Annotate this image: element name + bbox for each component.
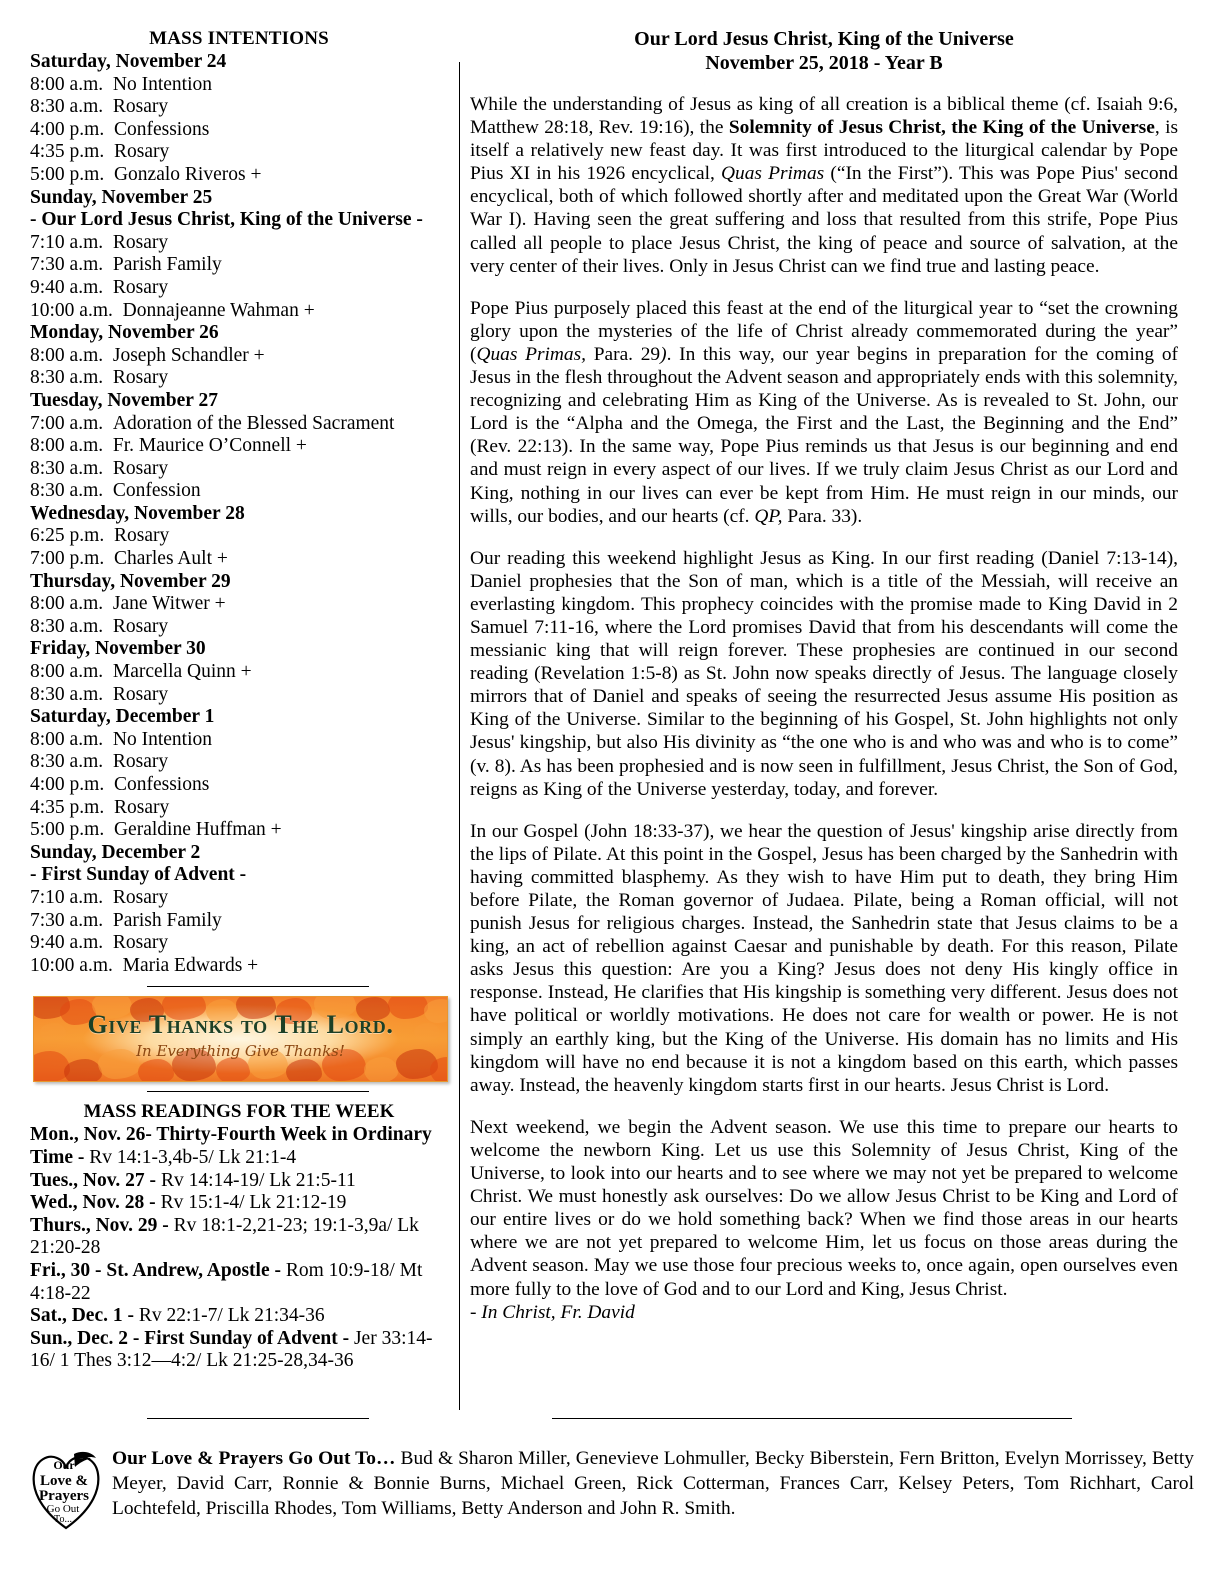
mass-reading-day: Wed., Nov. 28 - <box>30 1192 161 1214</box>
article-text-run: Next weekend, we begin the Advent season. We use this time to prepare our hearts to welcome the newborn King. Let us use this Solemnity of Jesus Christ, King of the Universe, to look into our hearts and to see where we may not yet be prepared to welcome Christ. We must honestly ask ourselves: Do we allow Jesus Christ to be King and Lord of our entire lives or do we hold something back? When we find those areas in our hearts where we are not yet prepared to welcome Him, let us focus on those areas during the Advent season. May we use those four precious weeks to, once again, open ourselves even more fully to the love of God and to our Lord and King, Jesus Christ. <box>470 1116 1178 1300</box>
mass-reading-line <box>30 1124 448 1169</box>
mass-intention-line <box>30 119 448 142</box>
mass-time: 7:00 p.m. <box>30 548 105 570</box>
mass-intention-detail: Rosary <box>112 231 169 253</box>
footer-rule-left <box>147 1418 369 1419</box>
mass-intention-line <box>30 661 448 684</box>
mass-day-heading: Tuesday, November 27 <box>30 389 218 411</box>
svg-text:Go Out: Go Out <box>46 1503 80 1515</box>
mass-line-gap <box>103 367 113 388</box>
mass-intention-detail: Parish Family <box>112 254 222 276</box>
article-paragraph <box>470 547 1178 801</box>
mass-day-heading: Wednesday, November 28 <box>30 502 245 524</box>
mass-intention-detail: Rosary <box>112 457 169 479</box>
mass-intention-line <box>30 232 448 255</box>
mass-reading-refs: Rv 22:1-7/ Lk 21:34-36 <box>138 1305 325 1327</box>
mass-intentions-schedule <box>30 51 448 977</box>
mass-time: 8:00 a.m. <box>30 661 104 683</box>
mass-intention-detail: No Intention <box>112 73 212 95</box>
mass-time: 8:00 a.m. <box>30 435 104 457</box>
mass-intention-line <box>30 164 448 187</box>
mass-time: 7:10 a.m. <box>30 886 104 908</box>
mass-time: 5:00 p.m. <box>30 163 105 185</box>
mass-time: 8:30 a.m. <box>30 367 104 389</box>
mass-intention-line <box>30 548 448 571</box>
article-text-run: Para. 29 <box>586 343 661 365</box>
mass-intentions-title: MASS INTENTIONS <box>149 28 329 49</box>
mass-time: 8:30 a.m. <box>30 457 104 479</box>
mass-time: 4:35 p.m. <box>30 796 105 818</box>
mass-time: 8:30 a.m. <box>30 615 104 637</box>
svg-text:Prayers: Prayers <box>39 1488 89 1504</box>
mass-intention-detail: Donnajeanne Wahman + <box>122 299 315 321</box>
mass-line-gap <box>103 254 113 275</box>
mass-intention-line <box>30 684 448 707</box>
mass-time: 8:30 a.m. <box>30 751 104 773</box>
footer-rule-right <box>552 1418 1072 1419</box>
mass-time: 6:25 p.m. <box>30 525 105 547</box>
give-thanks-banner <box>33 996 448 1082</box>
mass-intention-detail: No Intention <box>112 728 212 750</box>
mass-intention-detail: Maria Edwards + <box>122 954 259 976</box>
mass-day-subheading: - First Sunday of Advent - <box>30 864 247 886</box>
mass-time: 8:30 a.m. <box>30 480 104 502</box>
mass-intention-line <box>30 910 448 933</box>
right-column <box>470 28 1178 1324</box>
article-text-run: Para. 33). <box>782 505 863 527</box>
mass-intention-detail: Rosary <box>112 276 169 298</box>
mass-line-gap <box>103 751 113 772</box>
mass-intention-line <box>30 96 448 119</box>
article-paragraph <box>470 93 1178 278</box>
mass-line-gap <box>103 74 113 95</box>
mass-intention-line <box>30 525 448 548</box>
mass-intention-detail: Fr. Maurice O’Connell + <box>112 435 307 457</box>
mass-day-heading: Saturday, November 24 <box>30 51 227 72</box>
mass-time: 8:00 a.m. <box>30 593 104 615</box>
mass-reading-line <box>30 1170 448 1193</box>
mass-line-gap <box>103 458 113 479</box>
mass-reading-refs: Rv 14:1-3,4b-5/ Lk 21:1-4 <box>89 1146 297 1168</box>
article-text-run: Pope Pius purposely placed this feast at the end of the liturgical year to “set the crowning glory upon the mysteries of the life of Christ already commemorated during the year” ( <box>470 297 1178 365</box>
mass-line-gap <box>103 480 113 501</box>
prayers-text <box>112 1446 1194 1521</box>
mass-line-gap <box>104 548 114 569</box>
column-divider-rule <box>459 62 460 1410</box>
mass-intention-line <box>30 141 448 164</box>
divider-rule-above-banner <box>147 986 369 987</box>
mass-line-gap <box>113 955 123 976</box>
mass-line-gap <box>103 729 113 750</box>
mass-line-gap <box>104 525 114 546</box>
article-text-run: . In this way, our year begins in preparation for the coming of Jesus in the flesh throughout the Advent season and appropriately ends with this solemnity, recognizing and celebrating Him as King of the Universe. As is revealed to St. John, our Lord is the “Alpha and the Omega, the First and the Last, the Beginning and the End” (Rev. 22:13). In the same way, Pope Pius reminds us that Jesus is our beginning and end and must reign in every aspect of our lives. If we truly claim Jesus Christ as our Lord and King, nothing in our lives can ever be kept from Him. He must reign in our minds, our wills, our bodies, and our hearts (cf. <box>470 343 1178 527</box>
mass-intention-line <box>30 300 448 323</box>
mass-line-gap <box>103 345 113 366</box>
svg-text:Our: Our <box>53 1458 75 1472</box>
article-text-run: While the understanding of Jesus as king of all creation is a biblical theme (cf. Isaiah 9:6, Matthew 28:18, Rev. 19:16), the <box>470 94 1178 139</box>
mass-time: 10:00 a.m. <box>30 299 113 321</box>
mass-reading-line <box>30 1192 448 1215</box>
mass-reading-day: Mon., Nov. 26- Thirty-Fourth Week in Ordinary Time - <box>30 1124 432 1168</box>
mass-line-gap <box>103 887 113 908</box>
prayers-heading: Our Love & Prayers Go Out To… <box>112 1448 396 1469</box>
mass-time: 8:00 a.m. <box>30 344 104 366</box>
mass-day-subheading: - Our Lord Jesus Christ, King of the Universe - <box>30 209 423 231</box>
mass-intention-detail: Rosary <box>112 96 169 118</box>
mass-line-gap <box>103 910 113 931</box>
mass-intention-line <box>30 887 448 910</box>
mass-intention-detail: Parish Family <box>112 909 222 931</box>
mass-reading-line <box>30 1260 448 1305</box>
prayers-names: Bud & Sharon Miller, Genevieve Lohmuller, Becky Biberstein, Fern Britton, Evelyn Morrissey, Betty Meyer, David Carr, Ronnie & Bonnie Burns, Michael Green, Rick Cotterman, Frances Carr, Kelsey Peters, Tom Richhart, Carol Lochtefeld, Priscilla Rhodes, Tom Williams, Betty Anderson and John R. Smith. <box>112 1448 1194 1519</box>
mass-reading-day: Fri., 30 - St. Andrew, Apostle - <box>30 1259 286 1281</box>
mass-time: 4:35 p.m. <box>30 141 105 163</box>
mass-time: 8:00 a.m. <box>30 728 104 750</box>
mass-intention-line <box>30 616 448 639</box>
mass-intention-line <box>30 593 448 616</box>
banner-text-block <box>34 1010 447 1061</box>
mass-reading-refs: Rv 14:14-19/ Lk 21:5-11 <box>160 1169 356 1191</box>
mass-intention-detail: Confessions <box>113 774 210 795</box>
mass-time: 4:00 p.m. <box>30 774 105 795</box>
mass-line-gap <box>103 932 113 953</box>
mass-line-gap <box>103 684 113 705</box>
feast-date: November 25, 2018 - Year B <box>705 51 943 74</box>
mass-line-gap <box>104 119 114 140</box>
mass-line-gap <box>103 413 113 434</box>
mass-intention-line <box>30 751 448 774</box>
article-text-run: Solemnity of Jesus Christ, the King of the Universe <box>728 117 1155 139</box>
mass-intention-line <box>30 74 448 97</box>
article-text-run: Quas Primas <box>721 163 825 185</box>
article-text-run: Quas Primas, <box>476 343 586 365</box>
mass-reading-day: Sun., Dec. 2 - First Sunday of Advent - <box>30 1327 354 1349</box>
mass-intention-line <box>30 480 448 503</box>
mass-intention-line <box>30 435 448 458</box>
mass-intention-line <box>30 819 448 842</box>
mass-line-gap <box>103 96 113 117</box>
article-text-run: ) <box>660 343 667 365</box>
mass-line-gap <box>104 774 114 795</box>
mass-intention-line <box>30 797 448 820</box>
pastor-signature: - In Christ, Fr. David <box>470 1301 635 1323</box>
mass-intention-detail: Rosary <box>113 525 170 547</box>
mass-line-gap <box>103 593 113 614</box>
banner-sub-text: In Everything Give Thanks! <box>136 1042 345 1061</box>
article-paragraph <box>470 820 1178 1097</box>
mass-intention-line <box>30 458 448 481</box>
mass-intention-detail: Gonzalo Riveros + <box>113 163 262 185</box>
mass-time: 10:00 a.m. <box>30 954 113 976</box>
mass-intention-detail: Adoration of the Blessed Sacrament <box>112 412 395 434</box>
mass-time: 7:00 a.m. <box>30 412 104 434</box>
mass-day-heading: Monday, November 26 <box>30 322 219 344</box>
mass-intention-detail: Rosary <box>112 886 169 908</box>
mass-intention-line <box>30 413 448 436</box>
love-and-prayers-heart-icon <box>30 1448 102 1530</box>
mass-reading-line <box>30 1328 448 1373</box>
mass-intention-detail: Rosary <box>112 367 169 389</box>
mass-day-heading: Sunday, November 25 <box>30 186 213 208</box>
mass-intention-detail: Joseph Schandler + <box>112 344 265 366</box>
mass-intention-detail: Marcella Quinn + <box>112 661 252 683</box>
mass-intention-detail: Geraldine Huffman + <box>113 819 282 841</box>
mass-readings-list <box>30 1124 448 1373</box>
mass-line-gap <box>103 661 113 682</box>
mass-intention-detail: Rosary <box>112 615 169 637</box>
mass-line-gap <box>103 232 113 253</box>
mass-line-gap <box>103 277 113 298</box>
mass-time: 7:30 a.m. <box>30 254 104 276</box>
mass-line-gap <box>103 435 113 456</box>
mass-intention-detail: Rosary <box>112 751 169 773</box>
mass-reading-day: Thurs., Nov. 29 - <box>30 1214 174 1236</box>
svg-text:To...: To... <box>54 1514 72 1525</box>
mass-line-gap <box>104 797 114 818</box>
mass-intention-line <box>30 367 448 390</box>
mass-intention-detail: Charles Ault + <box>113 548 228 570</box>
mass-intention-detail: Jane Witwer + <box>112 593 226 615</box>
feast-title: Our Lord Jesus Christ, King of the Universe <box>634 28 1014 50</box>
mass-intention-line <box>30 729 448 752</box>
svg-text:Love &: Love & <box>40 1473 88 1489</box>
mass-intention-detail: Rosary <box>113 141 170 163</box>
mass-line-gap <box>103 616 113 637</box>
article-paragraph <box>470 1116 1178 1301</box>
mass-intention-line <box>30 955 448 978</box>
mass-intention-line <box>30 254 448 277</box>
article-paragraph <box>470 297 1178 528</box>
mass-line-gap <box>104 164 114 185</box>
mass-time: 8:00 a.m. <box>30 73 104 95</box>
mass-time: 8:30 a.m. <box>30 683 104 705</box>
article-text-run: In our Gospel (John 18:33-37), we hear the question of Jesus' kingship arise directly from the lips of Pilate. At this point in the Gospel, Jesus has been charged by the Sanhedrin with having committed blasphemy. As they wish to have Him put to death, they bring Him before Pilate, the Roman governor of Judaea. Pilate, being a Roman official, will not punish Jesus for religious charges. Instead, the Sanhedrin state that Jesus claims to be a king, an act of rebellion against Caesar and punishable by death. For this reason, Pilate asks Jesus this question: Are you a King? Jesus does not deny His kingly office in response. Instead, He clarifies that His kingship is something very different. Jesus does not have political or worldly motivations. He does not care for wealth or power. He is not simply an earthly king, but the King of the Universe. His domain has no limits and His kingdom will have no end because it is not a kingdom based on this earth, which passes away. Instead, the heavenly kingdom starts first in our hearts. Jesus Christ is Lord. <box>470 820 1178 1096</box>
mass-reading-refs: Rv 15:1-4/ Lk 21:12-19 <box>160 1192 347 1214</box>
mass-time: 9:40 a.m. <box>30 276 104 298</box>
mass-time: 5:00 p.m. <box>30 819 105 841</box>
mass-day-heading: Sunday, December 2 <box>30 841 201 863</box>
mass-intention-line <box>30 277 448 300</box>
mass-readings-title: MASS READINGS FOR THE WEEK <box>83 1101 395 1123</box>
mass-time: 4:00 p.m. <box>30 118 105 140</box>
footer <box>0 1408 1224 1584</box>
article-text-run: (“In the First”). This was Pope Pius' second encyclical, both of which followed shortly after and meditated upon the Great War (World War I). Having seen the great suffering and loss that resulted from this strife, Pope Pius called all people to place Jesus Christ, the king of peace and source of salvation, at the very center of their lives. Only in Jesus Christ can we find true and lasting peace. <box>470 163 1178 277</box>
mass-intention-line <box>30 345 448 368</box>
mass-line-gap <box>113 300 123 321</box>
mass-intention-line <box>30 932 448 955</box>
mass-time: 7:30 a.m. <box>30 909 104 931</box>
mass-day-heading: Thursday, November 29 <box>30 570 231 592</box>
mass-reading-line <box>30 1215 448 1260</box>
mass-time: 7:10 a.m. <box>30 231 104 253</box>
pastor-article-body <box>470 93 1178 1301</box>
prayers-section <box>30 1446 1194 1525</box>
mass-time: 9:40 a.m. <box>30 932 104 954</box>
mass-time: 8:30 a.m. <box>30 96 104 118</box>
left-column <box>30 28 448 1373</box>
mass-intention-detail: Confession <box>112 480 201 502</box>
mass-reading-refs: Jer 33:14-16/ 1 Thes 3:12—4:2/ Lk 21:25-28,34-36 <box>30 1327 433 1372</box>
mass-day-heading: Saturday, December 1 <box>30 706 215 728</box>
mass-reading-refs: Rom 10:9-18/ Mt 4:18-22 <box>30 1259 423 1304</box>
mass-reading-refs: Rv 18:1-2,21-23; 19:1-3,9a/ Lk 21:20-28 <box>30 1214 419 1259</box>
mass-line-gap <box>104 141 114 162</box>
mass-reading-day: Tues., Nov. 27 - <box>30 1169 161 1191</box>
mass-intention-line <box>30 774 448 797</box>
banner-main-text: Give Thanks to The Lord. <box>87 1010 394 1040</box>
mass-intention-detail: Rosary <box>112 932 169 954</box>
mass-intention-detail: Confessions <box>113 118 210 140</box>
mass-day-heading: Friday, November 30 <box>30 638 206 660</box>
mass-intention-detail: Rosary <box>112 683 169 705</box>
divider-rule-below-banner <box>147 1091 369 1092</box>
mass-line-gap <box>104 819 114 840</box>
article-text-run: , is itself a relatively new feast day. It was first introduced to the liturgical calendar by Pope Pius XI in his 1926 encyclical, <box>470 117 1179 185</box>
mass-intention-detail: Rosary <box>113 796 170 818</box>
article-text-run: Our reading this weekend highlight Jesus as King. In our first reading (Daniel 7:13-14), Daniel prophesies that the Son of man, which is a title of the Messiah, will receive an everlasting kingdom. This prophecy coincides with the promise made to King David in 2 Samuel 7:11-16, where the Lord promises David that from his descendants will come the messianic king that will reign forever. These prophesies are continued in our second reading (Revelation 1:5-8) as St. John now speaks directly of Jesus. The language closely mirrors that of Daniel and speaks of seeing the resurrected Jesus assume His position as King of the Universe. Similar to the beginning of his Gospel, St. John highlights not only Jesus' kingship, but also His divinity as “the one who is and who was and who is to come” (v. 8). As has been prophesied and is now seen in fulfillment, Jesus Christ, the Son of God, reigns as King of the Universe yesterday, today, and forever. <box>470 547 1178 800</box>
article-text-run: QP, <box>754 505 783 527</box>
mass-reading-day: Sat., Dec. 1 - <box>30 1305 139 1327</box>
mass-reading-line <box>30 1305 448 1328</box>
